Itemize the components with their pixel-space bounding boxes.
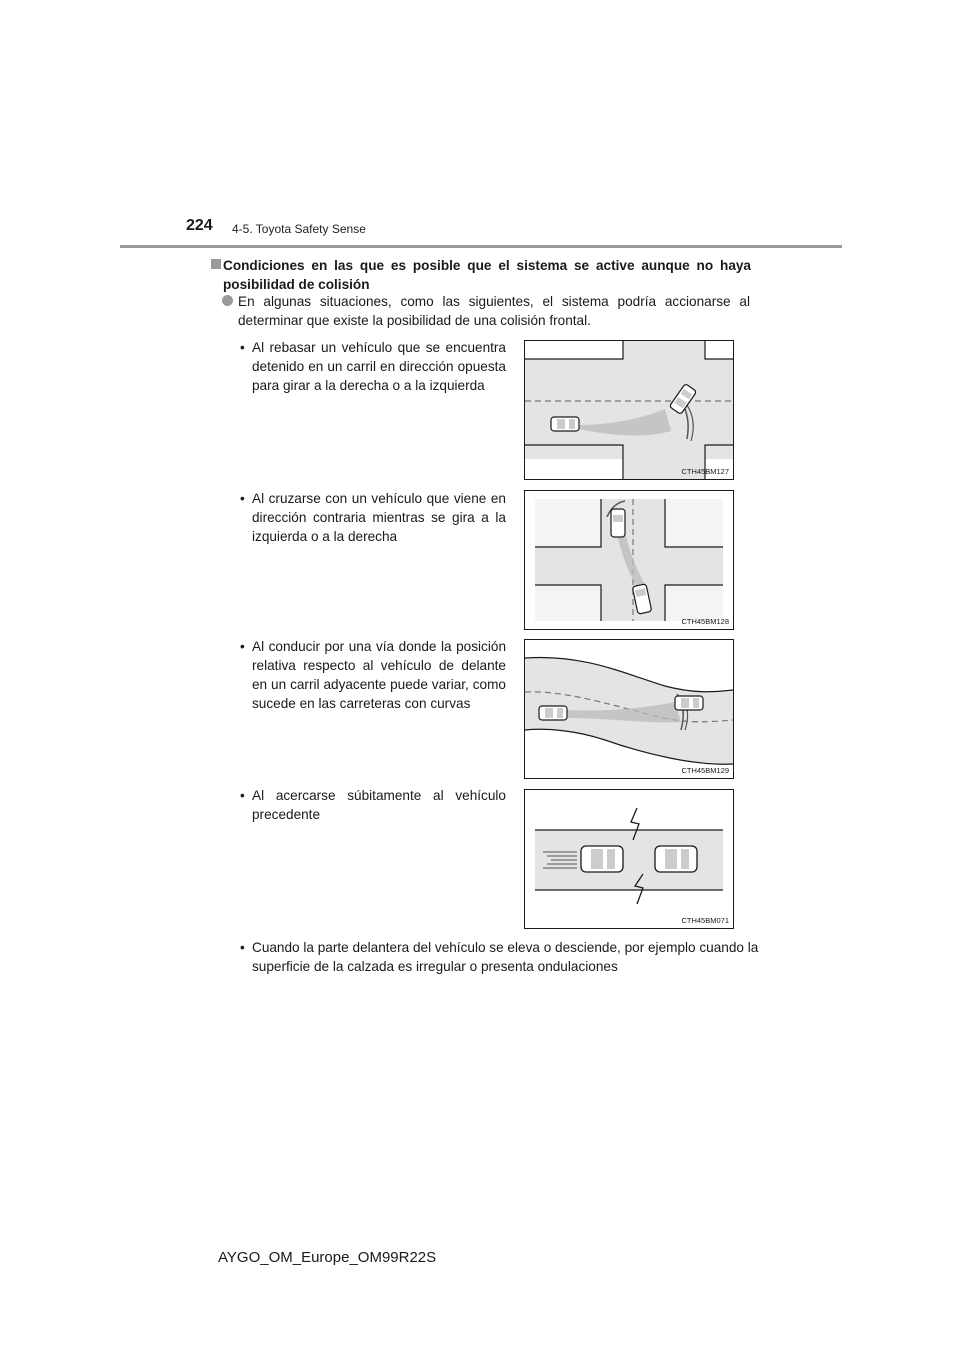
figure-code: CTH45BM071 xyxy=(681,916,729,925)
list-item xyxy=(240,489,506,546)
footer-doc-id: AYGO_OM_Europe_OM99R22S xyxy=(218,1249,437,1266)
bullet-glyph: • xyxy=(240,940,245,955)
figure-code: CTH45BM129 xyxy=(681,766,729,775)
heading-line-1: Condiciones en las que es posible que el sistema se active aunque no haya xyxy=(223,258,751,273)
figure-curved-road xyxy=(524,639,734,779)
heading-line-2: posibilidad de colisión xyxy=(223,277,370,292)
list-item-text: Al acercarse súbitamente al vehículo precedente xyxy=(252,788,506,822)
curved-road-illustration xyxy=(525,640,733,778)
list-item-text: Al conducir por una vía donde la posición relativa respecto al vehículo de delante en un carril adyacente puede variar, como sucede en las carreteras con curvas xyxy=(252,639,506,711)
bullet-glyph: • xyxy=(240,788,245,803)
section-title: 4-5. Toyota Safety Sense xyxy=(232,222,366,236)
header-divider xyxy=(120,245,842,248)
figure-overtaking-turn xyxy=(524,340,734,480)
figure-crossing-turn xyxy=(524,490,734,630)
bullet-glyph: • xyxy=(240,491,245,506)
list-item-text: Al rebasar un vehículo que se encuentra detenido en un carril en dirección opuesta para girar a la derecha o a la izquierda xyxy=(252,340,506,393)
intro-line-1: En algunas situaciones, como las siguientes, el sistema podría accionarse al xyxy=(238,294,750,309)
list-item xyxy=(240,786,506,824)
intro-line-2: determinar que existe la posibilidad de una colisión frontal. xyxy=(238,313,591,328)
figure-sudden-approach xyxy=(524,789,734,929)
list-item-text: Cuando la parte delantera del vehículo se eleva o desciende, por ejemplo cuando la superficie de la calzada es irregular o presenta ondulaciones xyxy=(252,940,759,974)
square-bullet-icon xyxy=(211,259,221,269)
list-item xyxy=(240,637,506,713)
list-item xyxy=(240,938,760,976)
intersection-illustration xyxy=(525,341,733,479)
bullet-glyph: • xyxy=(240,639,245,654)
list-item xyxy=(240,338,506,395)
intro-paragraph xyxy=(222,292,750,330)
figure-code: CTH45BM127 xyxy=(681,467,729,476)
list-item-text: Al cruzarse con un vehículo que viene en dirección contraria mientras se gira a la izquierda o a la derecha xyxy=(252,491,506,544)
crossing-illustration xyxy=(525,491,733,629)
figure-code: CTH45BM128 xyxy=(681,617,729,626)
bullet-glyph: • xyxy=(240,340,245,355)
circle-bullet-icon xyxy=(222,295,233,306)
sudden-approach-illustration xyxy=(525,790,733,928)
conditions-heading xyxy=(211,256,751,294)
page-number: 224 xyxy=(186,217,213,234)
